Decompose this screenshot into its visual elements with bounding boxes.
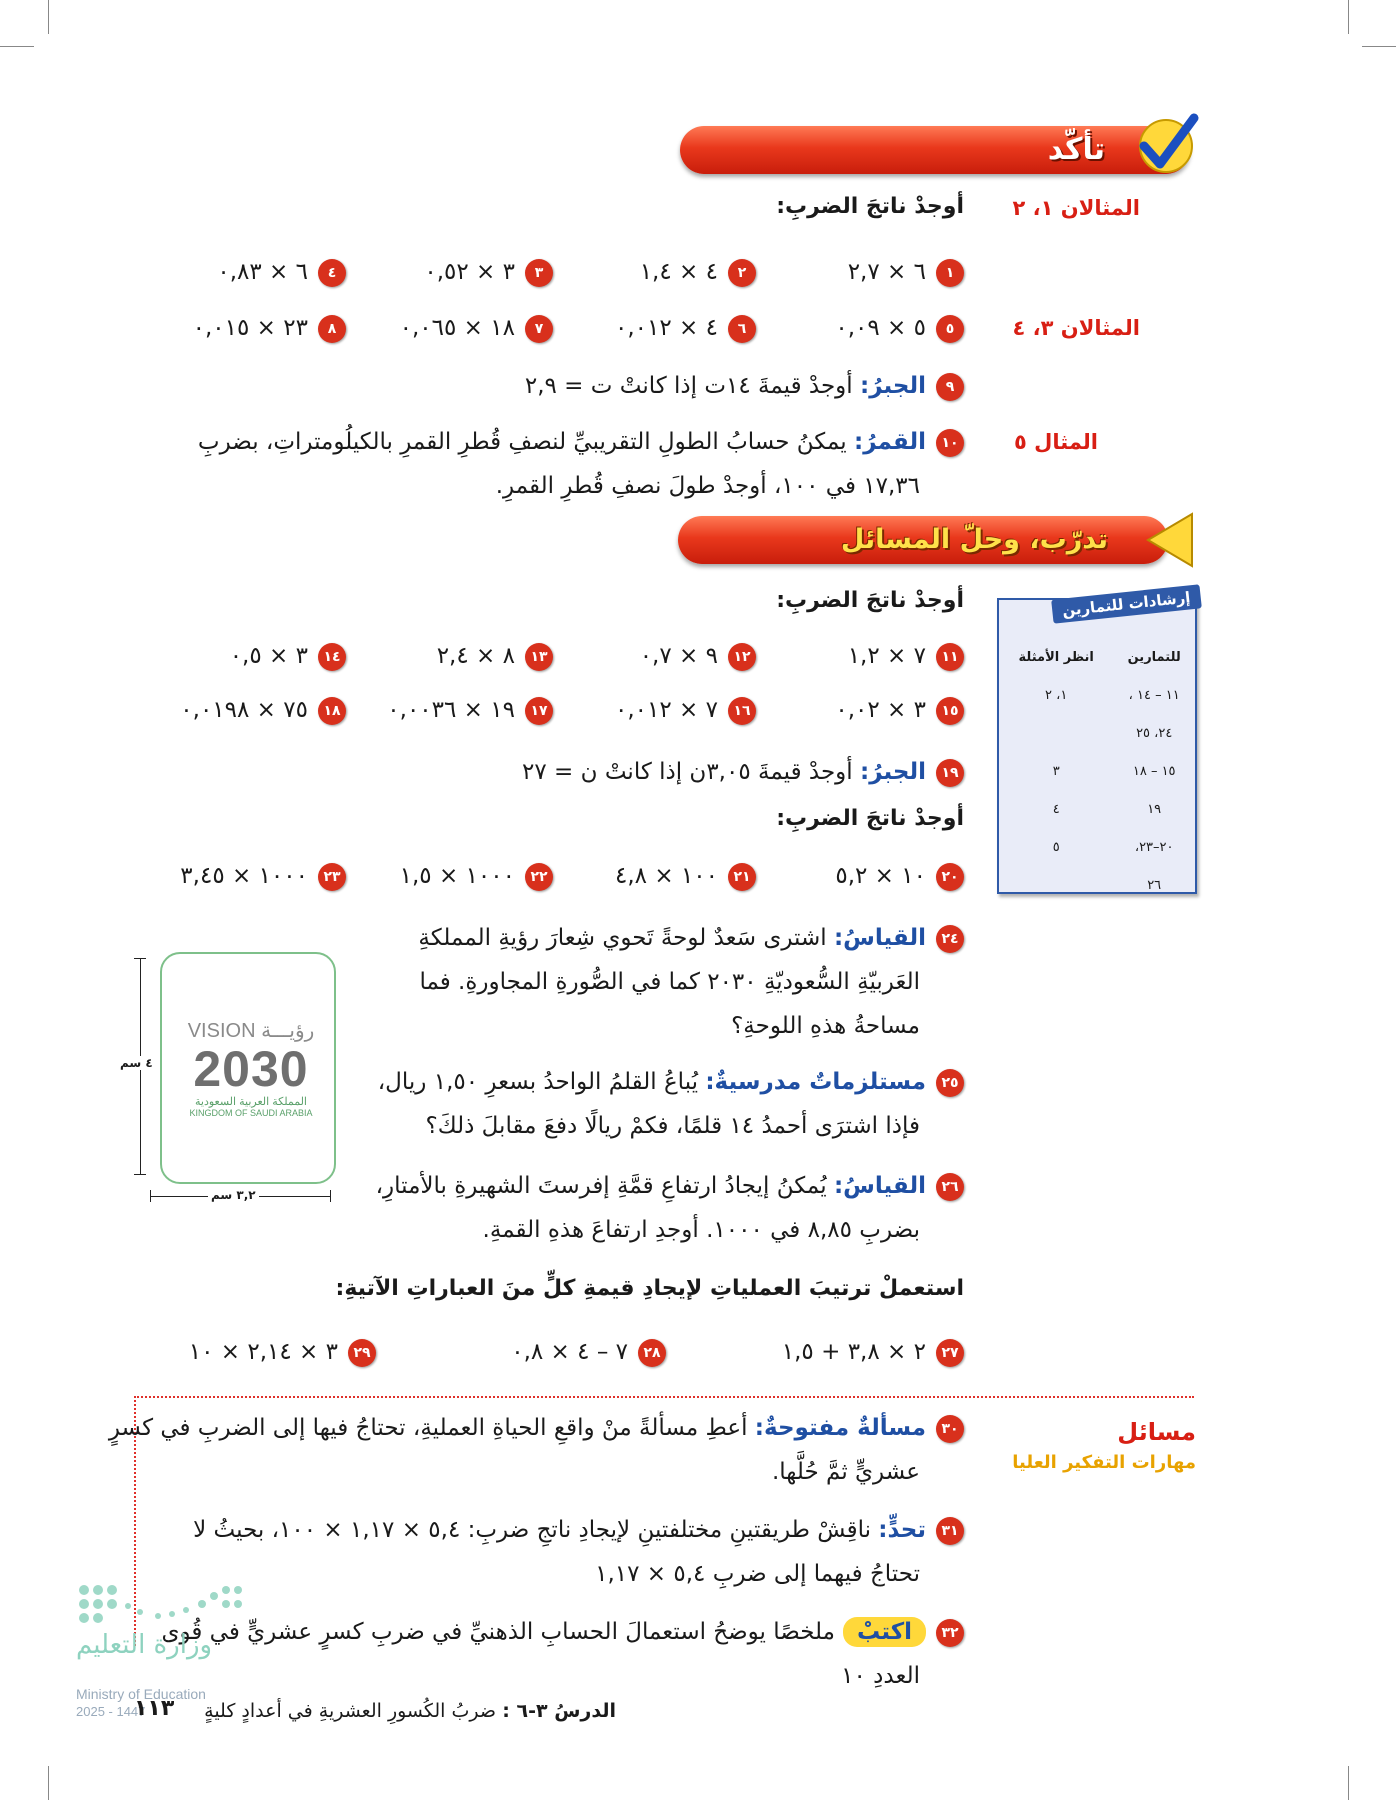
exercise-number: ٣٢ [936, 1619, 964, 1647]
hint-title: إرشادات للتمارين [1052, 584, 1202, 623]
exercise-text: اشترى سَعدٌ لوحةً تَحوي شِعارَ رؤيةِ المملكةِ [418, 925, 827, 951]
dimension-tick [134, 1174, 146, 1175]
exercise-12 [640, 636, 756, 676]
exercise-keyword: مستلزماتٌ مدرسيةٌ: [705, 1069, 926, 1095]
exercise-expression: ٦ × ٠,٨٣ [217, 259, 308, 285]
exercise-number: ٩ [936, 373, 964, 401]
width-label: ٣,٢ سم [208, 1188, 259, 1202]
exercise-number: ٨ [318, 315, 346, 343]
exercise-expression: ٥ × ٠,٠٩ [835, 315, 926, 341]
vision-ar: رؤيـــة [261, 1020, 315, 1042]
exercise-19 [522, 752, 964, 792]
exercise-number: ٥ [936, 315, 964, 343]
exercise-20 [835, 856, 964, 896]
exercise-text: أعطِ مسألةً منْ واقعِ الحياةِ العمليةِ، تحتاجُ فيها إلى الضربِ في كسرٍ [108, 1415, 748, 1441]
exercise-21 [615, 856, 756, 896]
exercise-24-line3: مساحةُ هذهِ اللوحةِ؟ [731, 1013, 920, 1039]
check-banner [680, 126, 1190, 174]
kingdom-en: KINGDOM OF SAUDI ARABIA [189, 1108, 313, 1118]
exercise-expression: ٣ × ٢,١٤ × ١٠ [188, 1339, 338, 1365]
exercise-number: ١٩ [936, 759, 964, 787]
arrow-icon [1142, 510, 1196, 570]
exercise-6 [615, 308, 756, 348]
exercise-31-line2: تحتاجُ فيهما إلى ضربِ ٥,٤ × ١,١٧ [595, 1561, 920, 1587]
exercise-24 [418, 918, 964, 958]
check-banner-title: تأكّد [1047, 132, 1105, 167]
exercise-number: ٢ [728, 259, 756, 287]
exercise-keyword: القياسُ: [833, 925, 926, 951]
exercise-number: ٤ [318, 259, 346, 287]
hint-table [999, 638, 1195, 904]
ministry-name-ar: وزارة التعليم [76, 1630, 213, 1660]
exercise-expression: ٨ × ٢,٤ [436, 643, 515, 669]
exercise-7 [400, 308, 553, 348]
exercise-number: ٢٥ [936, 1069, 964, 1097]
hint-row [999, 752, 1195, 790]
lesson-title: ضربُ الكُسورِ العشريةِ في أعدادٍ كليةٍ [204, 1700, 496, 1722]
problems-divider [134, 1396, 1194, 1398]
exercise-expression: ٢ × ٣,٨ + ١,٥ [781, 1339, 926, 1365]
exercise-11 [848, 636, 964, 676]
exercise-22 [400, 856, 553, 896]
crop-mark [1348, 0, 1349, 34]
exercise-keyword: تحدٍّ: [878, 1517, 926, 1543]
section2-instruction-2: أوجدْ ناتجَ الضربِ: [776, 806, 964, 831]
hint-cell: ١١ – ١٤ ، [1128, 687, 1180, 703]
checkmark-icon [1130, 108, 1202, 180]
practice-banner [678, 516, 1168, 564]
exercise-keyword: القياسُ: [833, 1173, 926, 1199]
exercise-number: ١ [936, 259, 964, 287]
section2-instruction: أوجدْ ناتجَ الضربِ: [776, 588, 964, 613]
exercise-25 [378, 1062, 964, 1102]
exercise-5 [835, 308, 964, 348]
crop-mark [1362, 46, 1396, 47]
exercise-10-line2: ١٧,٣٦ في ١٠٠، أوجدْ طولَ نصفِ قُطرِ القمرِ. [495, 473, 920, 499]
ministry-dots-logo [76, 1582, 246, 1630]
exercise-31 [193, 1510, 964, 1550]
exercise-18 [180, 690, 346, 730]
exercise-number: ٢٩ [348, 1339, 376, 1367]
exercise-expression: ٤ × ١,٤ [639, 259, 718, 285]
exercise-number: ٢٤ [936, 925, 964, 953]
exercise-expression: ٣ × ٠,٠٢ [835, 697, 926, 723]
exercise-number: ٣١ [936, 1517, 964, 1545]
exercise-2 [640, 252, 756, 292]
exercise-9 [525, 366, 964, 406]
exercise-expression: ٧٥ × ٠,٠١٩٨ [180, 697, 308, 723]
exercise-25-line2: فإذا اشترَى أحمدُ ١٤ قلمًا، فكمْ ريالًا دفعَ مقابلَ ذلكَ؟ [425, 1113, 920, 1139]
exercise-number: ٢٢ [525, 863, 553, 891]
exercise-expression: ٧ – ٤ × ٠,٨ [511, 1339, 628, 1365]
exercise-26 [376, 1166, 964, 1206]
exercise-number: ١٧ [525, 697, 553, 725]
exercise-text: يُمكنُ إيجادُ ارتفاعِ قمَّةِ إفرستَ الشهيرةِ بالأمتارِ، [375, 1173, 827, 1199]
hint-cell: ٣ [1052, 763, 1060, 779]
hint-cell: ١٩ [1147, 801, 1162, 817]
hint-col-examples: انظر الأمثلة [1018, 649, 1094, 665]
exercise-27 [782, 1332, 964, 1372]
exercise-29 [189, 1332, 376, 1372]
hint-cell [999, 866, 1113, 904]
exercise-number: ١٢ [728, 643, 756, 671]
dimension-tick [150, 1190, 151, 1202]
hint-cell: ٢٠–٢٣، [1134, 839, 1174, 855]
exercise-24-line2: العَربيّةِ السُّعوديّةِ ٢٠٣٠ كما في الصُّورةِ المجاورةِ. فما [419, 969, 920, 995]
exercise-keyword: الجبرُ: [860, 373, 926, 399]
exercise-23 [180, 856, 346, 896]
hint-row [999, 790, 1195, 828]
exercise-keyword: القمرُ: [854, 429, 926, 455]
exercise-number: ٢٨ [638, 1339, 666, 1367]
exercise-number: ١٦ [728, 697, 756, 725]
exercise-expression: ٣ × ٠,٥ [229, 643, 308, 669]
exercise-number: ١٤ [318, 643, 346, 671]
problems-label: مسائل [1117, 1418, 1196, 1446]
lesson-label: الدرسُ ٣-٦ : [502, 1700, 616, 1722]
exercise-expression: ٤ × ٠,٠١٢ [615, 315, 718, 341]
exercise-number: ١١ [936, 643, 964, 671]
section2-instruction-3: استعملْ ترتيبَ العملياتِ لإيجادِ قيمةِ كلٍّ منَ العباراتِ الآتيةِ: [335, 1276, 964, 1301]
write-badge: اكتبْ [843, 1617, 926, 1647]
hint-cell: ١٥ – ١٨ [1132, 763, 1176, 779]
exercise-number: ٢٣ [318, 863, 346, 891]
exercise-text: يُباعُ القلمُ الواحدُ بسعرِ ١,٥٠ ريال، [377, 1069, 699, 1095]
exercise-number: ٢٠ [936, 863, 964, 891]
exercise-4 [217, 252, 346, 292]
exercise-expression: ٩ × ٠,٧ [639, 643, 718, 669]
exercise-number: ٣ [525, 259, 553, 287]
exercise-expression: ١٩ × ٠,٠٠٣٦ [387, 697, 515, 723]
exercise-text: ناقِشْ طريقتينِ مختلفتينِ لإيجادِ ناتجِ ضربِ: ٥,٤ × ١,١٧ × ١٠٠، بحيثُ لا [193, 1517, 871, 1543]
exercise-13 [437, 636, 553, 676]
exercise-text: يمكنُ حسابُ الطولِ التقريبيِّ لنصفِ قُطرِ القمرِ بالكيلُومتراتِ، بضربِ [197, 429, 847, 455]
exercise-30 [109, 1408, 964, 1448]
exercise-number: ٣٠ [936, 1415, 964, 1443]
ministry-logo-icon [76, 1582, 246, 1630]
exercise-10 [198, 422, 964, 462]
exercise-number: ١٣ [525, 643, 553, 671]
hint-col-exercises: للتمارين [1127, 649, 1181, 665]
exercise-1 [848, 252, 964, 292]
vision-2030-logo [176, 1018, 326, 1118]
exercise-26-line2: بضربِ ٨,٨٥ في ١٠٠٠. أوجدِ ارتفاعَ هذهِ القمةِ. [482, 1217, 920, 1243]
page-number: ١١٣ [134, 1696, 175, 1721]
exercise-32-line2: العددِ ١٠ [841, 1663, 920, 1689]
crop-mark [48, 1766, 49, 1800]
practice-banner-title: تدرّب، وحلّ المسائل [840, 524, 1108, 555]
exercise-expression: ١٠٠ × ٤,٨ [615, 863, 718, 889]
exercise-keyword: مسألةٌ مفتوحةٌ: [754, 1415, 926, 1441]
exercise-number: ٢٦ [936, 1173, 964, 1201]
kingdom-ar: المملكة العربية السعودية [195, 1096, 307, 1108]
example-ref-1: المثالان ١، ٢ [1012, 196, 1140, 220]
exercise-text: ملخصًا يوضحُ استعمالَ الحسابِ الذهنيِّ في ضربِ كسرٍ عشريٍّ في قُوى [161, 1619, 835, 1645]
exercise-expression: ٣ × ٠,٥٢ [424, 259, 515, 285]
hint-cell: ١، ٢ [1045, 687, 1068, 703]
exercise-expression: ١٨ × ٠,٠٦٥ [399, 315, 515, 341]
hint-cell: ٢٤، ٢٥ [1136, 725, 1173, 741]
exercise-number: ١٠ [936, 429, 964, 457]
exercise-30-line2: عشريٍّ ثمَّ حُلَّها. [771, 1459, 920, 1485]
exercise-28 [511, 1332, 666, 1372]
exercise-number: ٢٧ [936, 1339, 964, 1367]
hint-cell: ٤ [1052, 801, 1060, 817]
exercise-text: أوجدْ قيمةَ ١٤ت إذا كانتْ ت = ٢,٩ [524, 373, 853, 399]
exercise-text: أوجدْ قيمةَ ٣,٠٥ن إذا كانتْ ن = ٢٧ [522, 759, 853, 785]
dimension-tick [134, 958, 146, 959]
height-label: ٤ سم [120, 1056, 153, 1070]
exercise-15 [835, 690, 964, 730]
hint-cell: ٥ [1052, 839, 1060, 855]
exercises-hint-box [997, 588, 1197, 894]
hint-row [999, 828, 1195, 866]
exercise-16 [615, 690, 756, 730]
exercise-3 [424, 252, 553, 292]
example-ref-2: المثالان ٣، ٤ [1012, 316, 1140, 340]
exercise-number: ٢١ [728, 863, 756, 891]
exercise-number: ١٨ [318, 697, 346, 725]
exercise-expression: ٧ × ٠,٠١٢ [615, 697, 718, 723]
crop-mark [1348, 1766, 1349, 1800]
hint-cell: ٢٦ [1147, 877, 1162, 893]
example-ref-3: المثال ٥ [1014, 430, 1098, 454]
higher-thinking-label: مهارات التفكير العليا [1012, 1452, 1196, 1473]
exercise-32 [161, 1612, 964, 1652]
crop-mark [0, 46, 34, 47]
ministry-name-en: Ministry of Education [76, 1686, 206, 1702]
exercise-14 [230, 636, 346, 676]
exercise-expression: ٦ × ٢,٧ [847, 259, 926, 285]
exercise-expression: ٢٣ × ٠,٠١٥ [192, 315, 308, 341]
exercise-expression: ١٠٠٠ × ١,٥ [399, 863, 515, 889]
exercise-expression: ١٠٠٠ × ٣,٤٥ [180, 863, 308, 889]
exercise-keyword: الجبرُ: [860, 759, 926, 785]
exercise-expression: ٧ × ١,٢ [847, 643, 926, 669]
section1-instruction: أوجدْ ناتجَ الضربِ: [776, 194, 964, 219]
dimension-tick [330, 1190, 331, 1202]
vision-year: 2030 [193, 1041, 309, 1097]
exercise-17 [387, 690, 553, 730]
hint-cell [999, 714, 1113, 752]
hint-row [999, 866, 1195, 904]
ministry-year: 2025 - 1447 [76, 1704, 146, 1719]
exercise-expression: ١٠ × ٥,٢ [835, 863, 926, 889]
vision-label [176, 1018, 326, 1043]
hint-row [999, 714, 1195, 752]
exercise-8 [193, 308, 346, 348]
exercise-number: ١٥ [936, 697, 964, 725]
crop-mark [48, 0, 49, 34]
hint-row [999, 676, 1195, 714]
exercise-number: ٧ [525, 315, 553, 343]
vision-2030-board [160, 952, 336, 1184]
exercise-number: ٦ [728, 315, 756, 343]
vision-en: VISION [187, 1020, 256, 1042]
